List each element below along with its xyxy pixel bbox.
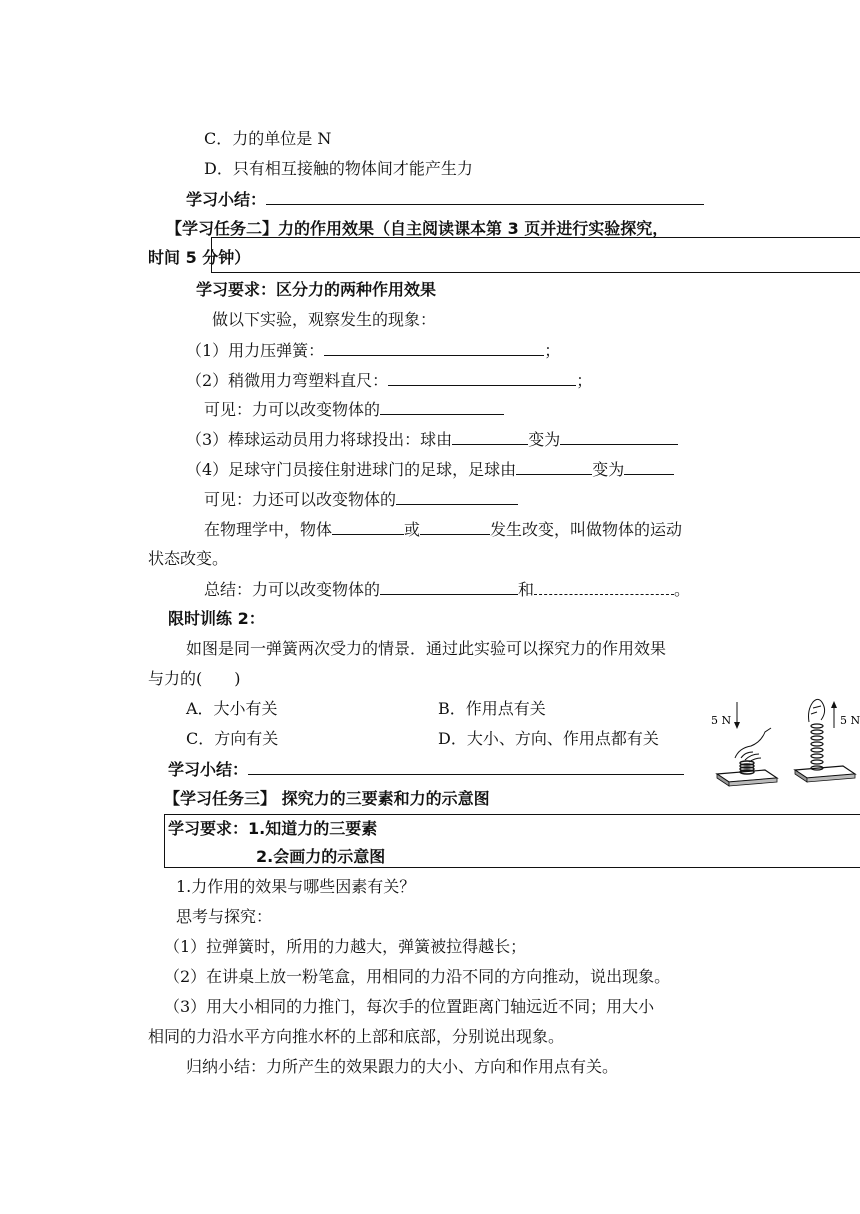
task2-requirement: 学习要求：区分力的两种作用效果 xyxy=(196,280,437,299)
summary-label-2: 学习小结： xyxy=(168,758,684,781)
summary-blank-b[interactable] xyxy=(534,578,674,595)
task3-induction: 归纳小结：力所产生的效果跟力的大小、方向和作用点有关。 xyxy=(186,1057,619,1076)
task3-title: 【学习任务三】 探究力的三要素和力的示意图 xyxy=(164,789,490,808)
item4: （4）足球守门员接住射进球门的足球，足球由 变为 xyxy=(186,458,674,481)
task3-point-1: （1）拉弹簧时，所用的力越大，弹簧被拉得越长； xyxy=(164,937,527,956)
item4-blank-to[interactable] xyxy=(624,458,674,475)
motion-definition: 在物理学中，物体 或 发生改变，叫做物体的运动 xyxy=(204,520,683,539)
right-force-label: 5 N xyxy=(840,714,860,727)
practice2-option-c[interactable]: C．方向有关 xyxy=(186,729,279,748)
conclusion2-blank[interactable] xyxy=(396,488,518,505)
task2-title-line1: 【学习任务二】力的作用效果（自主阅读课本第 3 页并进行实验探究， xyxy=(166,219,669,238)
task3-requirement-1: 学习要求：1.知道力的三要素 xyxy=(168,819,378,838)
motion-blank-1[interactable] xyxy=(332,518,404,535)
practice2-option-b[interactable]: B．作用点有关 xyxy=(438,699,546,718)
item1: （1）用力压弹簧： ； xyxy=(186,341,561,360)
practice2-title: 限时训练 2： xyxy=(168,609,265,628)
summary-blank-1[interactable] xyxy=(266,188,704,205)
conclusion1: 可见：力可以改变物体的 xyxy=(204,398,504,421)
item3-blank-from[interactable] xyxy=(452,428,528,445)
item1-blank[interactable] xyxy=(324,339,544,356)
item2-blank[interactable] xyxy=(388,369,576,386)
option-c: C．力的单位是 N xyxy=(204,129,332,148)
left-force-label: 5 N xyxy=(711,714,732,727)
item3-blank-to[interactable] xyxy=(560,428,678,445)
task2-summary: 总结：力可以改变物体的 和 。 xyxy=(204,580,691,599)
task3-point-3-line1: （3）用大小相同的力推门，每次手的位置距离门轴远近不同；用大小 xyxy=(164,997,655,1016)
task2-title-line2: 时间 5 分钟） xyxy=(148,248,251,267)
summary-blank-2[interactable] xyxy=(248,758,684,775)
practice2-question-1: 如图是同一弹簧两次受力的情景．通过此实验可以探究力的作用效果 xyxy=(186,639,667,658)
practice2-option-d[interactable]: D．大小、方向、作用点都有关 xyxy=(438,729,659,748)
task3-think: 思考与探究： xyxy=(176,907,273,926)
item4-blank-from[interactable] xyxy=(516,458,592,475)
motion-definition-end: 状态改变。 xyxy=(148,549,229,568)
task3-question-1: 1.力作用的效果与哪些因素有关？ xyxy=(176,877,416,896)
practice2-question-2: 与力的( ) xyxy=(148,669,241,688)
task3-point-3-line2: 相同的力沿水平方向推水杯的上部和底部，分别说出现象。 xyxy=(148,1027,565,1046)
motion-blank-2[interactable] xyxy=(420,518,490,535)
task2-title-box xyxy=(211,237,860,273)
option-d: D．只有相互接触的物体间才能产生力 xyxy=(204,159,473,178)
conclusion1-blank[interactable] xyxy=(380,398,504,415)
summary-label-1: 学习小结： xyxy=(186,188,704,211)
item3: （3）棒球运动员用力将球投出：球由 变为 xyxy=(186,428,678,451)
task3-requirement-2: 2.会画力的示意图 xyxy=(256,847,386,866)
spring-figure xyxy=(705,692,860,792)
summary-blank-a[interactable] xyxy=(380,578,518,595)
item2: （2）稍微用力弯塑料直尺： ； xyxy=(186,371,593,390)
task3-point-2: （2）在讲桌上放一粉笔盒，用相同的力沿不同的方向推动，说出现象。 xyxy=(164,967,671,986)
conclusion2: 可见：力还可以改变物体的 xyxy=(204,488,518,511)
practice2-option-a[interactable]: A．大小有关 xyxy=(186,699,278,718)
task2-intro: 做以下实验，观察发生的现象： xyxy=(212,310,437,329)
